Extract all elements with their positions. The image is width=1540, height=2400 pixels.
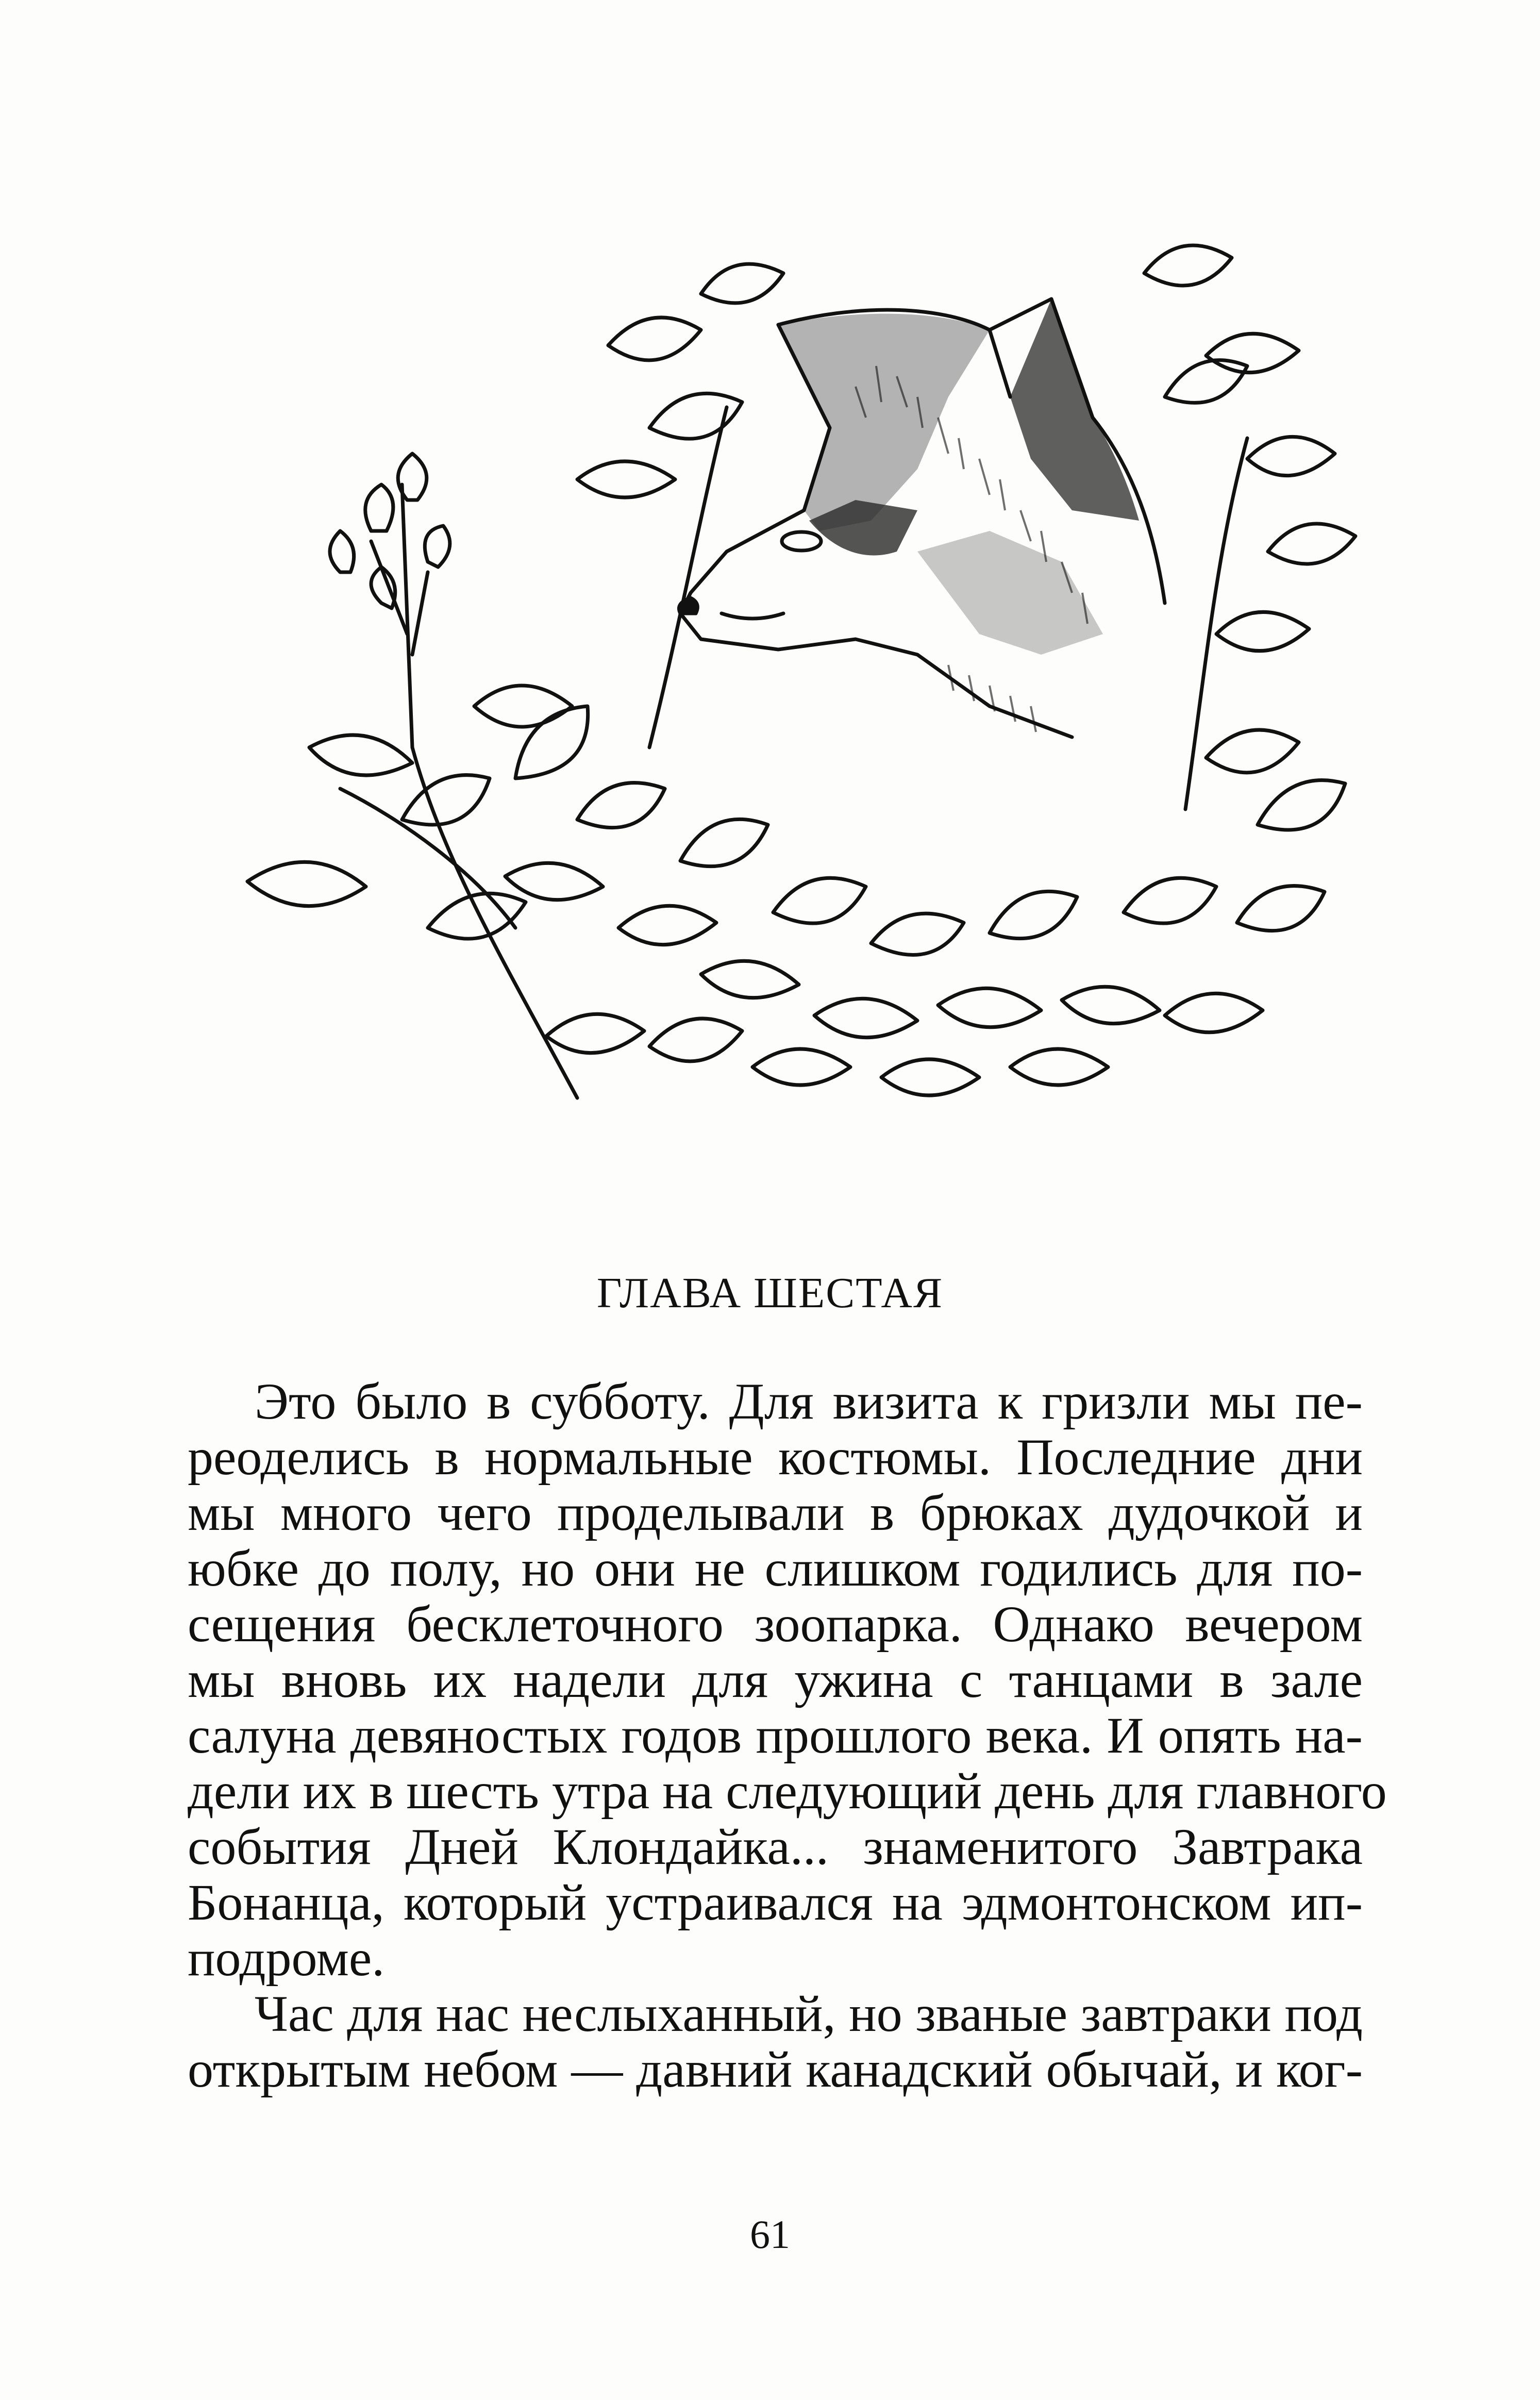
flower-cluster bbox=[330, 454, 450, 747]
page-number: 61 bbox=[750, 2212, 790, 2257]
text-line: подроме. bbox=[188, 1929, 385, 1987]
text-line: реоделись в нормальные костюмы. Последние дни bbox=[188, 1428, 1363, 1486]
text-line: Бонанца, который устраивался на эдмонтонском ип- bbox=[188, 1874, 1363, 1931]
wolf-in-foliage-illustration bbox=[186, 242, 1371, 1129]
chapter-title: ГЛАВА ШЕСТАЯ bbox=[596, 1269, 944, 1317]
text-line: мы вновь их надели для ужина с танцами в зале bbox=[188, 1651, 1363, 1708]
text-line: мы много чего проделывали в брюках дудочкой и bbox=[188, 1484, 1363, 1541]
text-line: события Дней Клондайка... знаменитого Завтрака bbox=[188, 1818, 1363, 1875]
text-line: Час для нас неслыханный, но званые завтраки под bbox=[255, 1985, 1363, 2042]
text-line: открытым небом — давний канадский обычай, и ког- bbox=[188, 2041, 1363, 2098]
text-line: юбке до полу, но они не слишком годились для по- bbox=[188, 1540, 1363, 1597]
body-text bbox=[188, 1373, 1387, 2098]
text-line: сещения бесклеточного зоопарка. Однако вечером bbox=[188, 1595, 1363, 1653]
text-line: салуна девяностых годов прошлого века. И опять на- bbox=[188, 1707, 1363, 1764]
text-line: Это было в субботу. Для визита к гризли мы пе- bbox=[255, 1373, 1363, 1430]
text-line: дели их в шесть утра на следующий день для главного bbox=[188, 1762, 1387, 1820]
